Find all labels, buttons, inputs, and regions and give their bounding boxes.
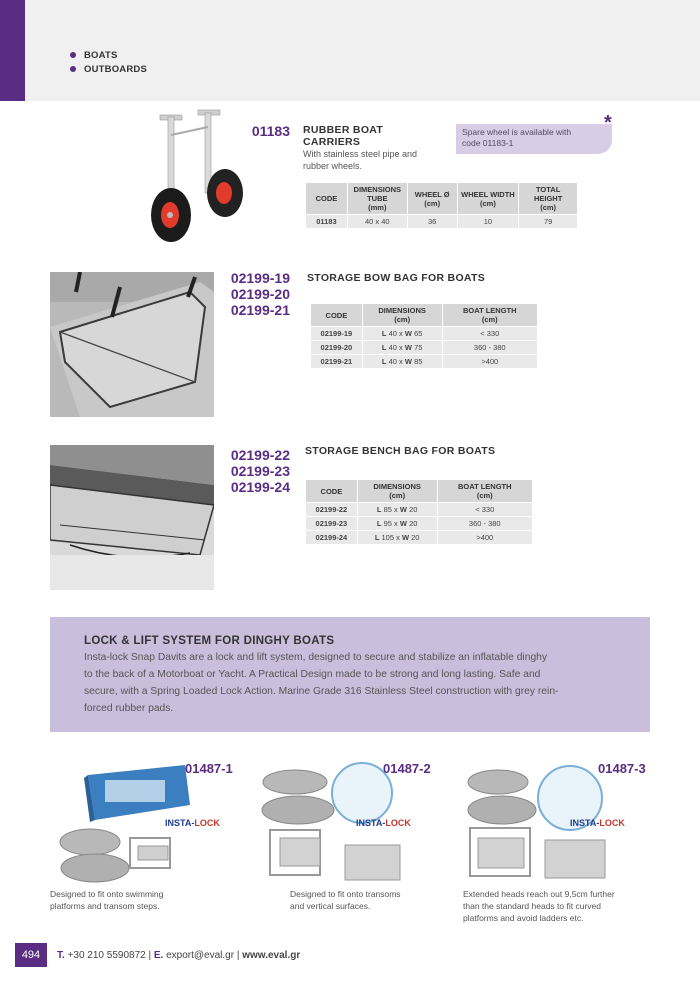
phone-number[interactable]: +30 210 5590872 [67,949,146,961]
column-header: CODE [306,480,358,503]
product-title [303,124,383,148]
caption-line: platforms and transom steps. [50,901,160,911]
product-code: 02199-21 [230,302,290,318]
table-row [306,503,533,517]
email-label: E. [153,949,164,961]
cell-total-height: 79 [519,215,578,229]
separator: | [236,949,240,961]
cell-code: 02199-22 [306,503,358,517]
column-header: DIMENSIONS TUBE (mm) [347,183,407,215]
page-number: 494 [15,943,47,967]
cell-boat-length: >400 [437,531,532,545]
description-line: Insta-lock Snap Davits are a lock and lift system, designed to secure and stabilize an inflatable dinghy [84,652,548,663]
bow-bag-spec-table [310,303,538,369]
product-title: STORAGE BOW BAG FOR BOATS [307,272,486,284]
caption-line: Extended heads reach out 9,5cm further [463,889,615,899]
nav-label: OUTBOARDS [84,63,148,75]
caption-line: Designed to fit onto swimming [50,889,164,899]
table-header-row [306,183,578,215]
website-link[interactable]: www.eval.gr [242,949,301,961]
insta-lock-logo: INSTA-LOCK [356,818,411,828]
caption-line: Designed to fit onto transoms [290,889,401,899]
product-code: 02199-22 [230,447,290,463]
product-title-line: CARRIERS [303,136,361,148]
cell-dimensions: 40 x 40 [347,215,407,229]
product-code: 02199-23 [230,463,290,479]
category-nav [70,48,147,76]
cell-dimensions: L 95 x W 20 [357,517,437,531]
product-code: 02199-19 [230,270,290,286]
cell-dimensions: L 105 x W 20 [357,531,437,545]
page-footer [15,943,300,967]
product-code: 02199-20 [230,286,290,302]
nav-label: BOATS [84,49,118,61]
table-row [311,327,538,341]
insta-lock-kit-photo-2 [250,760,450,885]
table-header-row [311,304,538,327]
lock-lift-info-box [50,617,650,732]
nav-item-outboards[interactable] [70,62,147,76]
section-title: LOCK & LIFT SYSTEM FOR DINGHY BOATS [84,635,335,647]
bullet-icon [70,52,76,58]
column-header: BOAT LENGTH (cm) [437,480,532,503]
separator: | [148,949,152,961]
table-row [306,215,578,229]
description-line: forced rubber pads. [84,703,174,714]
table-row [306,531,533,545]
description-line: secure, with a Spring Loaded Lock Action. Marine Grade 316 Stainless Steel construction with grey rein- [84,686,559,697]
cell-boat-length: >400 [442,355,537,369]
variant-caption [463,888,651,924]
column-header: CODE [306,183,348,215]
column-header: DIMENSIONS (cm) [357,480,437,503]
bullet-icon [70,66,76,72]
cell-code: 02199-20 [311,341,363,355]
description-line: to the back of a Motorboat or Yacht. A Practical Design made to be strong and long lasting. Safe and [84,669,541,680]
bench-bag-photo [50,445,214,590]
note-line: Spare wheel is available with [462,127,572,137]
bow-bag-photo [50,272,214,417]
column-header: CODE [311,304,363,327]
caption-line: and vertical surfaces. [290,901,371,911]
variant-code: 01487-1 [185,761,233,776]
column-header: BOAT LENGTH (cm) [442,304,537,327]
column-header: WHEEL WIDTH (cm) [457,183,519,215]
table-row [311,341,538,355]
cell-dimensions: L 40 x W 65 [362,327,442,341]
product-codes [220,447,290,495]
phone-label: T. [57,949,65,961]
insta-lock-logo: INSTA-LOCK [165,818,220,828]
carrier-spec-table [305,182,578,229]
caption-line: platforms and avoid ladders etc. [463,913,584,923]
cell-dimensions: L 40 x W 85 [362,355,442,369]
email-link[interactable]: export@eval.gr [166,949,235,961]
section-description [84,649,616,717]
description-line: With stainless steel pipe and [303,149,418,159]
insta-lock-kit-photo-3 [460,760,660,885]
cell-boat-length: 360 - 380 [437,517,532,531]
contact-info [57,950,300,961]
insta-lock-logo: INSTA-LOCK [570,818,625,828]
cell-code: 02199-19 [311,327,363,341]
cell-wheel-diameter: 36 [407,215,457,229]
product-code: 01183 [251,123,290,139]
caption-line: than the standard heads to fit curved [463,901,601,911]
column-header: WHEEL Ø (cm) [407,183,457,215]
column-header: TOTAL HEIGHT (cm) [519,183,578,215]
description-line: rubber wheels. [303,161,363,171]
cell-boat-length: 360 - 380 [442,341,537,355]
variant-code: 01487-2 [383,761,431,776]
product-codes [220,270,290,318]
product-title: STORAGE BENCH BAG FOR BOATS [305,445,496,457]
bench-bag-spec-table [305,479,533,545]
variant-caption [290,888,401,912]
cell-code: 02199-24 [306,531,358,545]
variant-caption [50,888,163,912]
spare-wheel-note [456,124,612,154]
product-description [303,148,417,172]
cell-code: 02199-21 [311,355,363,369]
insta-lock-kit-photo-1 [50,760,250,885]
boat-carrier-photo [140,105,250,245]
cell-wheel-width: 10 [457,215,519,229]
variant-code: 01487-3 [598,761,646,776]
cell-dimensions: L 85 x W 20 [357,503,437,517]
note-line: code 01183-1 [462,138,514,148]
cell-boat-length: < 330 [437,503,532,517]
product-title-line: RUBBER BOAT [303,124,384,136]
nav-item-boats[interactable] [70,48,147,62]
cell-dimensions: L 40 x W 75 [362,341,442,355]
cell-boat-length: < 330 [442,327,537,341]
cell-code: 01183 [306,215,348,229]
column-header: DIMENSIONS (cm) [362,304,442,327]
table-header-row [306,480,533,503]
table-row [306,517,533,531]
header-tab [0,0,25,101]
cell-code: 02199-23 [306,517,358,531]
asterisk-icon: * [604,112,612,134]
product-code: 02199-24 [230,479,290,495]
table-row [311,355,538,369]
